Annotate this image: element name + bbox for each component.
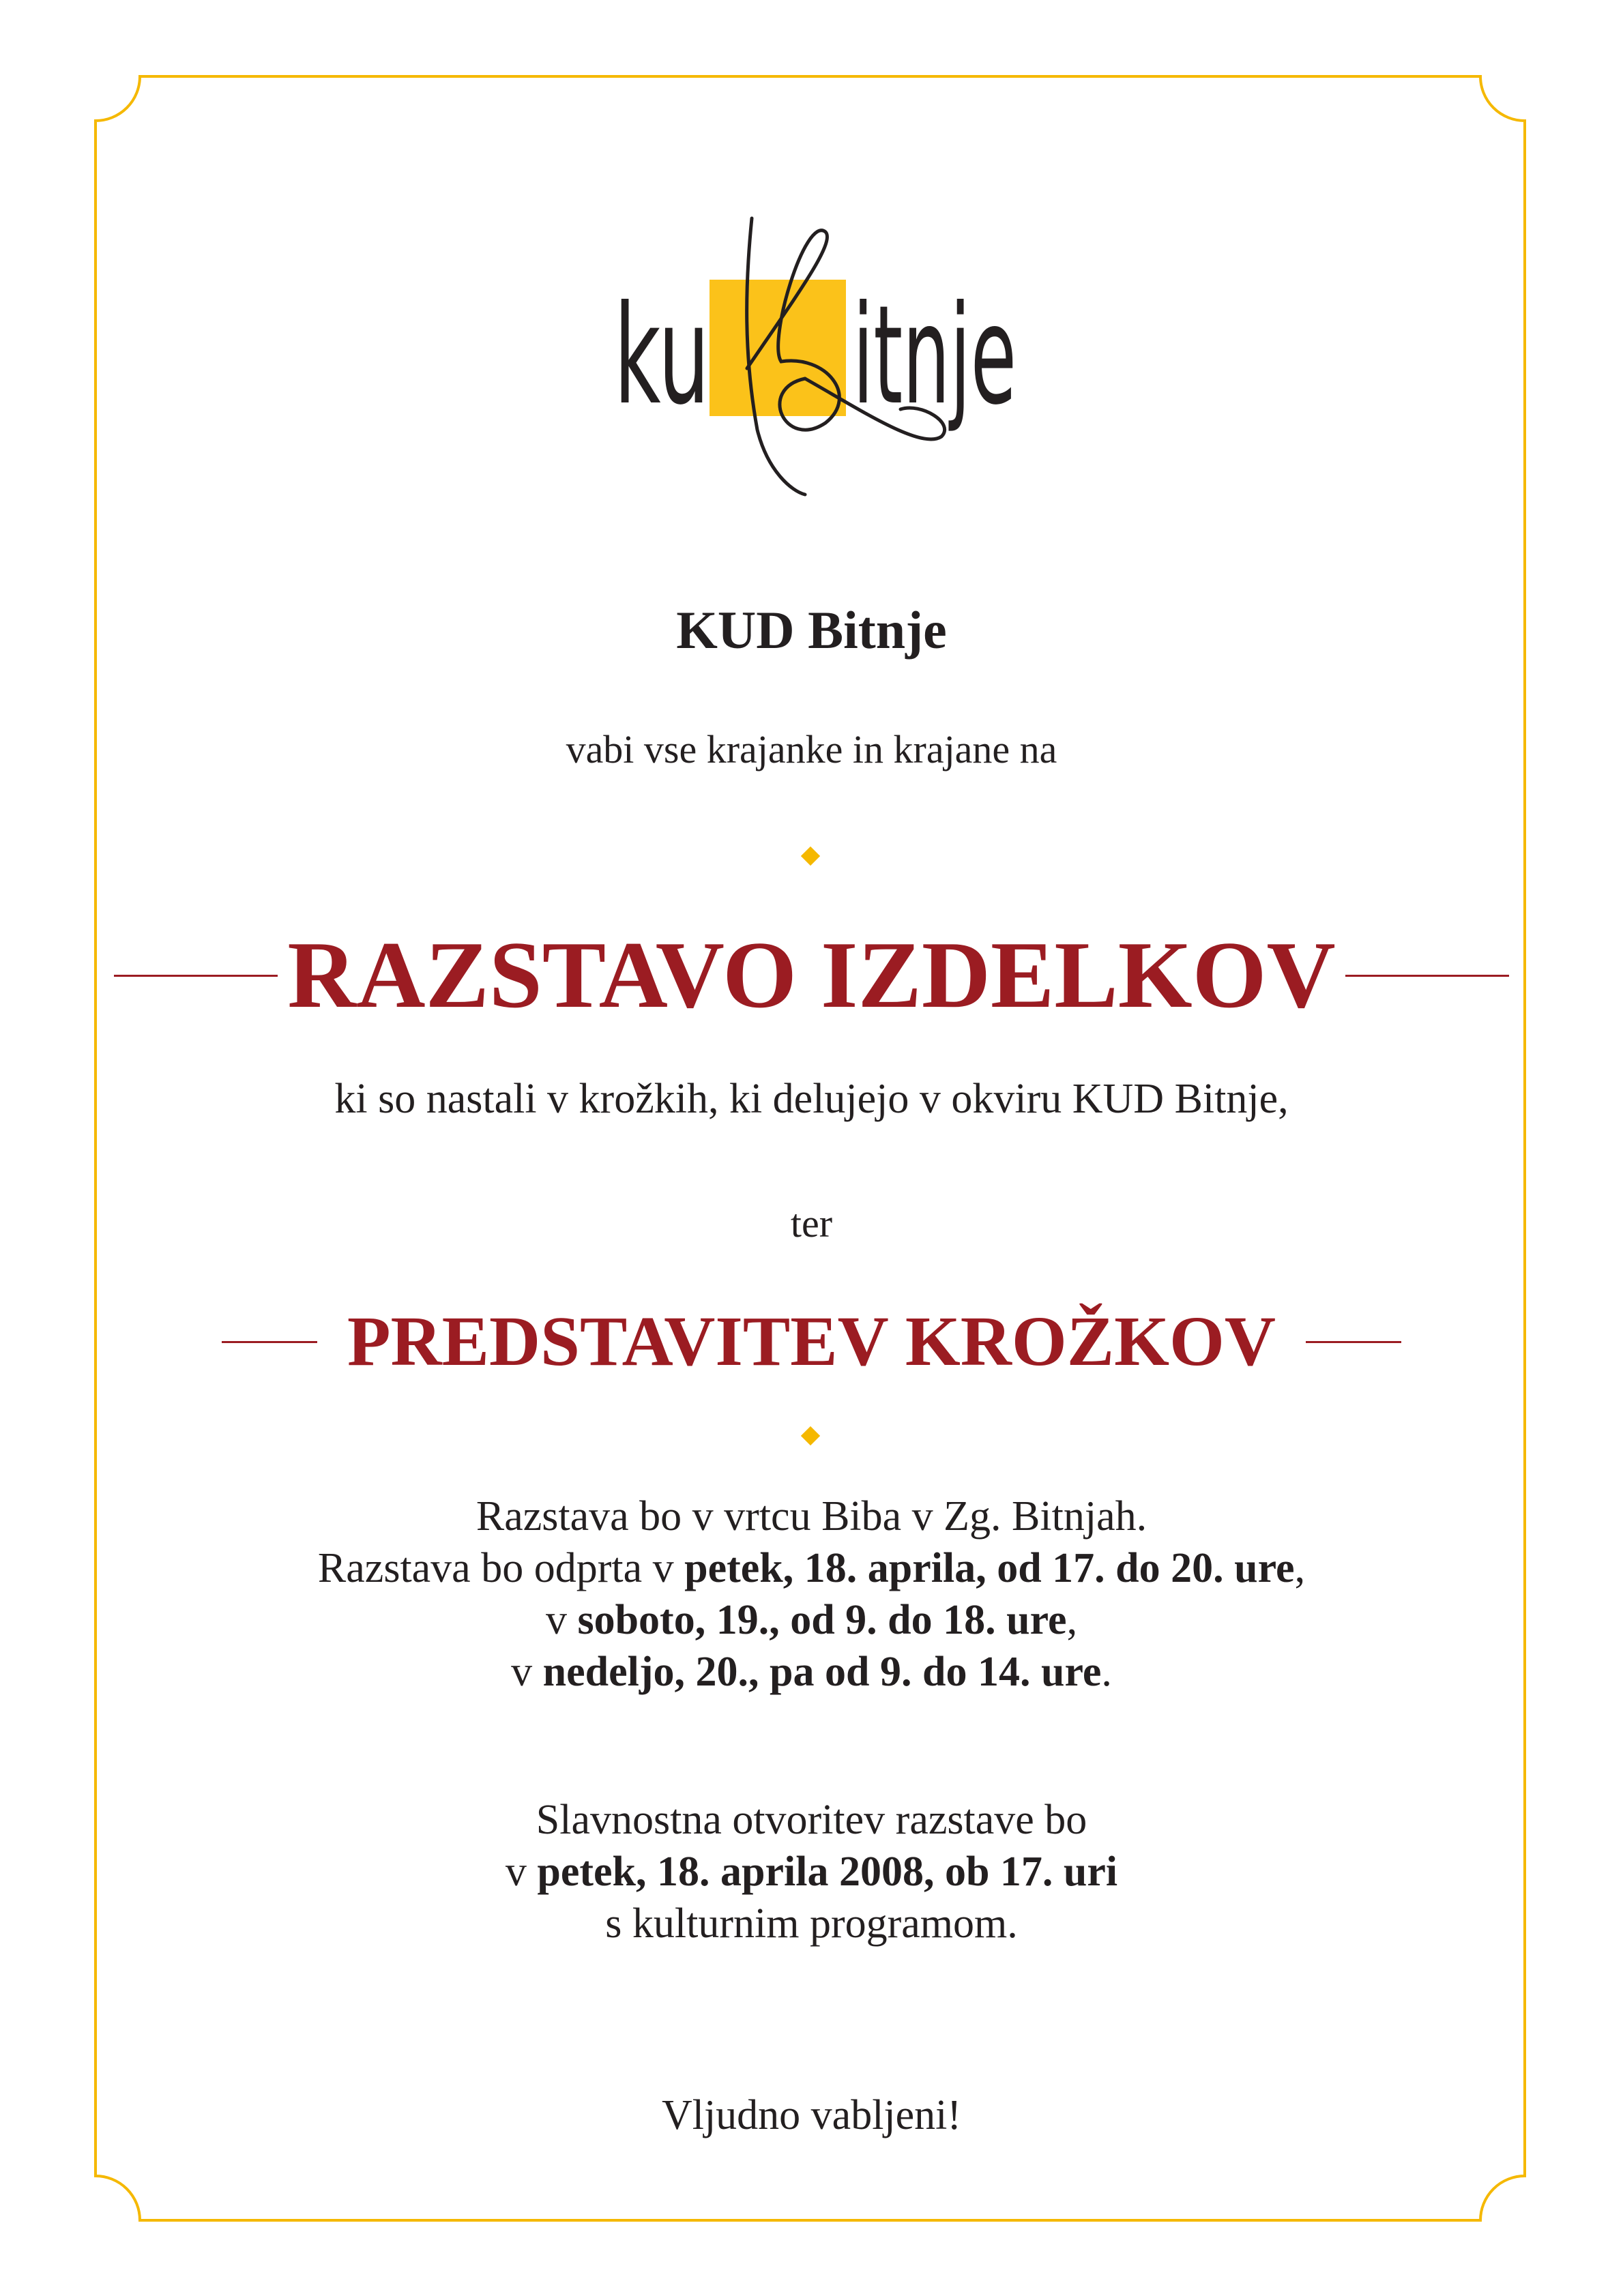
details-location: Razstava bo v vrtcu Biba v Zg. Bitnjah. [476, 1493, 1147, 1540]
opening-intro: Slavnostna otvoritev razstave bo [536, 1797, 1087, 1843]
kud-bitnje-logo [600, 205, 1037, 505]
headline-rule-right [1306, 1341, 1401, 1343]
conjunction-line: ter [790, 1201, 833, 1246]
details-saturday: v soboto, 19., od 9. do 18. ure, [545, 1597, 1078, 1643]
opening-program: s kulturnim programom. [605, 1900, 1018, 1947]
logo-wordmark-right: itnje [853, 276, 1017, 435]
subtext-line: ki so nastali v krožkih, ki delujejo v okviru KUD Bitnje, [334, 1076, 1289, 1122]
closing-line: Vljudno vabljeni! [661, 2092, 962, 2138]
headline-rule-left [114, 975, 278, 977]
headline-rule-right [1345, 975, 1509, 977]
headline-exhibition-text: RAZSTAVO IZDELKOV [287, 922, 1336, 1028]
details-sunday: v nedeljo, 20., pa od 9. do 14. ure. [511, 1649, 1112, 1695]
headline-presentation [0, 1302, 1623, 1381]
headline-exhibition [0, 922, 1623, 1028]
opening-details [0, 1794, 1623, 1949]
invitation-line: vabi vse krajanke in krajane na [566, 727, 1057, 771]
headline-presentation-text: PREDSTAVITEV KROŽKOV [347, 1302, 1276, 1381]
logo-wordmark-left: ku [614, 276, 710, 435]
organization-name: KUD Bitnje [676, 600, 947, 660]
opening-date: v petek, 18. aprila 2008, ob 17. uri [505, 1849, 1118, 1895]
headline-rule-left [222, 1341, 317, 1343]
details-friday: Razstava bo odprta v petek, 18. aprila, od 17. do 20. ure, [317, 1545, 1306, 1591]
exhibition-details [0, 1490, 1623, 1698]
